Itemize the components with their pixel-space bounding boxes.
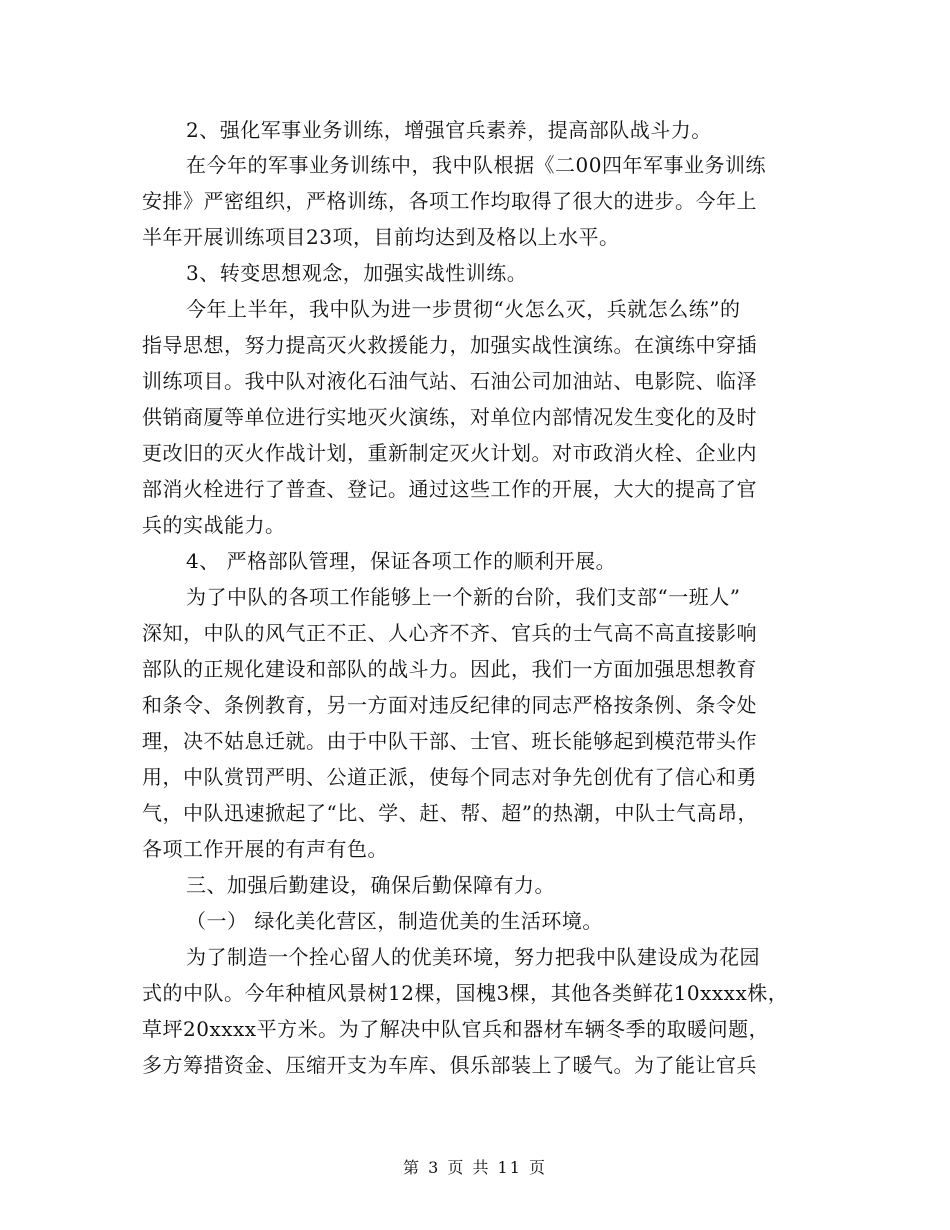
text-line: 和条令、条例教育，另一方面对违反纪律的同志严格按条例、条令处 [142,693,757,717]
text-line: 草坪20xxxx平方米。为了解决中队官兵和器材车辆冬季的取暖问题， [142,1017,770,1041]
text-line: （一） 绿化美化营区，制造优美的生活环境。 [186,909,603,933]
text-line: 半年开展训练项目23项，目前均达到及格以上水平。 [142,225,620,249]
text-line: 为了制造一个拴心留人的优美环境，努力把我中队建设成为花园 [186,945,760,969]
text-line: 各项工作开展的有声有色。 [142,837,388,861]
text-line: 理，决不姑息迁就。由于中队干部、士官、班长能够起到模范带头作 [142,729,757,753]
text-line: 深知，中队的风气正不正、人心齐不齐、官兵的士气高不高直接影响 [142,621,757,645]
text-line: 用，中队赏罚严明、公道正派，使每个同志对争先创优有了信心和勇 [142,765,757,789]
text-line: 部消火栓进行了普查、登记。通过这些工作的开展，大大的提高了官 [142,477,757,501]
text-line: 多方筹措资金、压缩开支为车库、俱乐部装上了暖气。为了能让官兵 [142,1053,757,1077]
text-line: 安排》严密组织，严格训练，各项工作均取得了很大的进步。今年上 [142,189,757,213]
text-line: 指导思想，努力提高灭火救援能力，加强实战性演练。在演练中穿插 [142,333,757,357]
page-footer: 第 3 页 共 11 页 [403,1158,547,1177]
text-line: 供销商厦等单位进行实地灭火演练，对单位内部情况发生变化的及时 [142,405,757,429]
text-line: 2、强化军事业务训练，增强官兵素养，提高部队战斗力。 [186,118,712,142]
text-line: 兵的实战能力。 [142,513,286,537]
text-line: 式的中队。今年种植风景树12棵，国槐3棵，其他各类鲜花10xxxx株， [142,981,789,1005]
text-line: 今年上半年，我中队为进一步贯彻“火怎么灭，兵就怎么练”的 [186,297,741,321]
text-line: 4、 严格部队管理，保证各项工作的顺利开展。 [186,549,617,573]
text-line: 部队的正规化建设和部队的战斗力。因此，我们一方面加强思想教育 [142,657,757,681]
text-line: 气，中队迅速掀起了“比、学、赶、帮、超”的热潮，中队士气高昂， [142,801,758,825]
text-line: 三、加强后勤建设，确保后勤保障有力。 [186,873,555,897]
text-line: 更改旧的灭火作战计划，重新制定灭火计划。对市政消火栓、企业内 [142,441,757,465]
text-line: 训练项目。我中队对液化石油气站、石油公司加油站、电影院、临泽 [142,369,757,393]
text-line: 3、转变思想观念，加强实战性训练。 [186,261,528,285]
text-line: 在今年的军事业务训练中，我中队根据《二00四年军事业务训练 [186,153,766,177]
text-line: 为了中队的各项工作能够上一个新的台阶，我们支部“一班人” [186,585,741,609]
